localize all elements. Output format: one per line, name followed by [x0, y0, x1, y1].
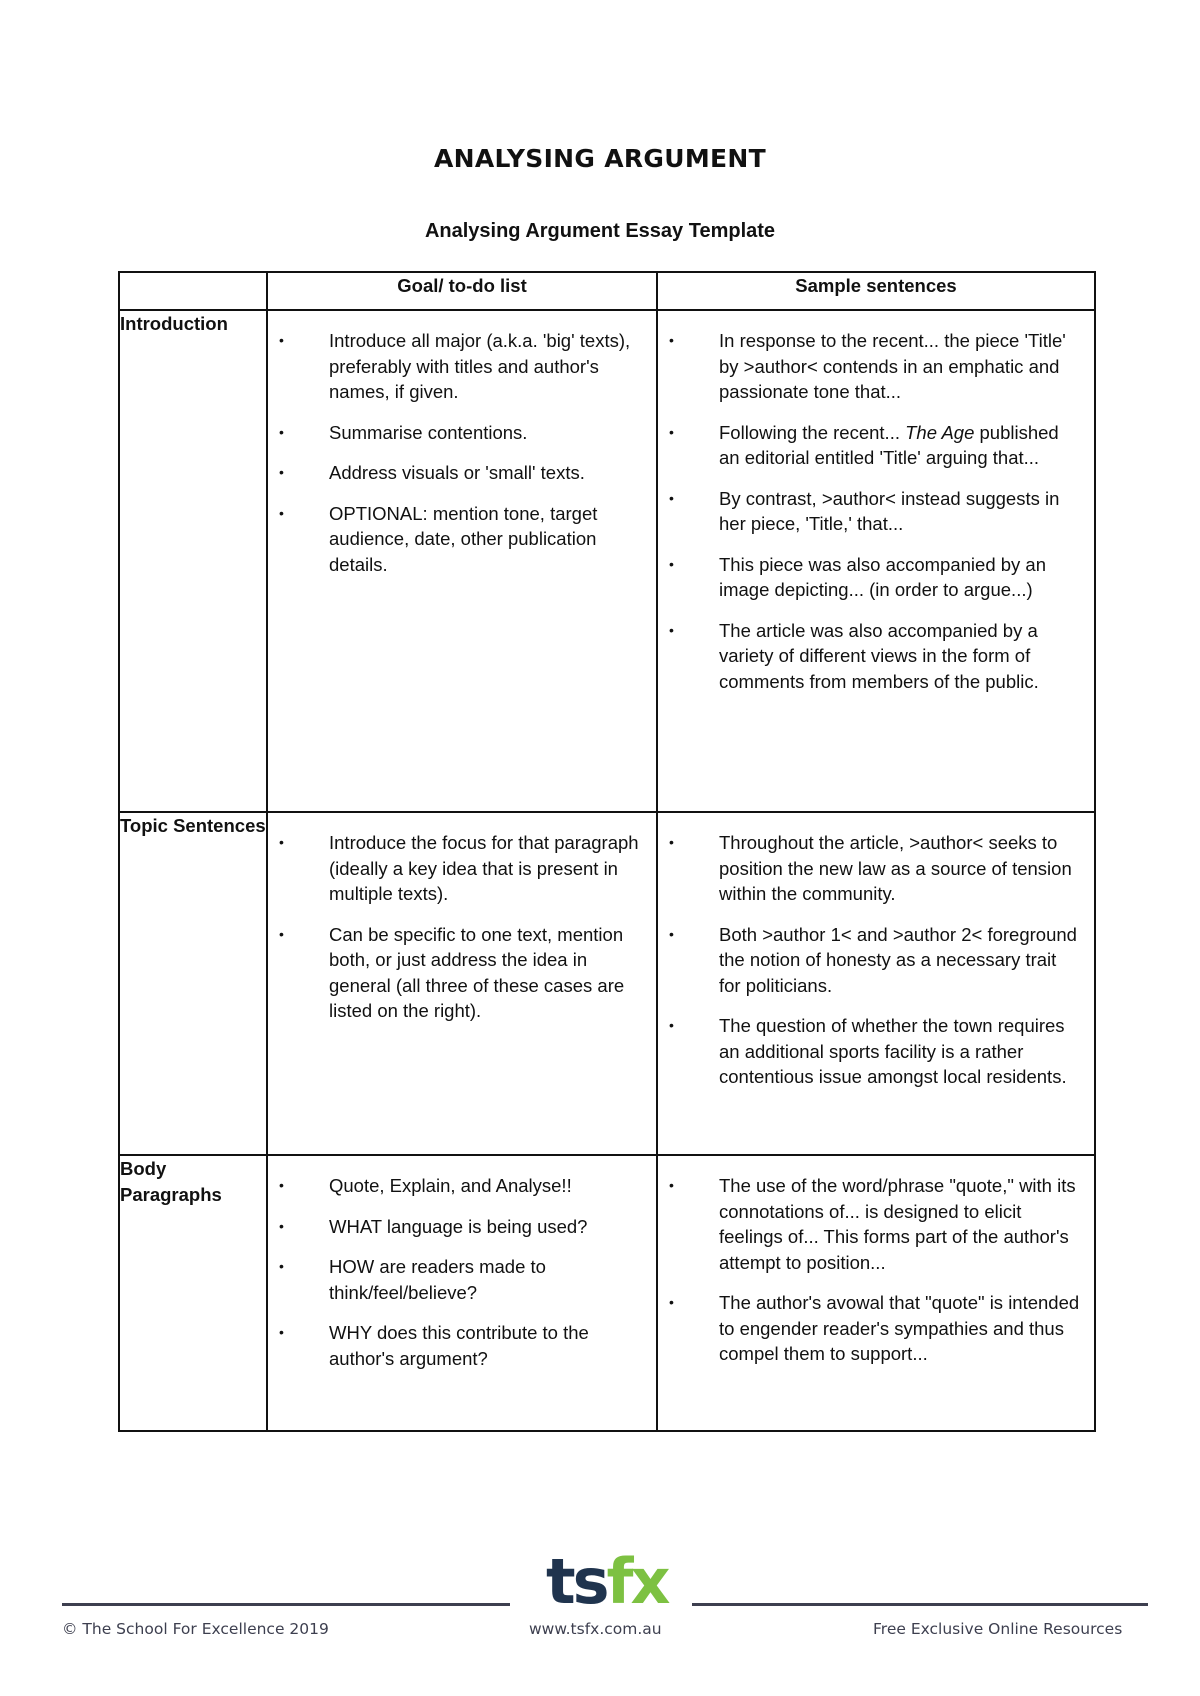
goal-cell: [267, 812, 657, 1155]
list-item: • Introduce all major (a.k.a. 'big' texts), preferably with titles and author's names, if given.: [279, 330, 631, 402]
table-row: [119, 1155, 1095, 1431]
header-blank-cell: [119, 272, 267, 310]
bullet-icon: •: [669, 1017, 674, 1033]
page-title: ANALYSING ARGUMENT: [434, 144, 766, 173]
goal-list: [268, 1156, 656, 1383]
bullet-icon: •: [279, 1324, 284, 1340]
bullet-icon: •: [669, 925, 674, 942]
list-item: • The question of whether the town requires an additional sports facility is a rather contentious issue amongst local residents.: [669, 1015, 1067, 1087]
list-item: • The article was also accompanied by a variety of different views in the form of comments from members of the public.: [669, 619, 1039, 692]
bullet-icon: •: [669, 489, 674, 506]
footer-copyright: © The School For Excellence 2019: [62, 1620, 329, 1638]
bullet-icon: •: [279, 925, 284, 942]
essay-template-table: [118, 271, 1096, 1432]
bullet-icon: •: [669, 555, 674, 572]
bullet-icon: •: [669, 332, 674, 348]
list-item: • WHY does this contribute to the author's argument?: [279, 1322, 589, 1369]
row-label: Introduction: [119, 310, 267, 812]
list-item: • Address visuals or 'small' texts.: [268, 460, 644, 486]
list-item: • The use of the word/phrase "quote," with its connotations of... is designed to elicit feelings of... This forms part of the author's attempt to position...: [669, 1175, 1076, 1273]
bullet-icon: •: [669, 621, 674, 638]
bullet-icon: •: [669, 834, 674, 850]
list-item: • Throughout the article, >author< seeks to position the new law as a source of tension within the community.: [669, 832, 1072, 904]
list-item: • Quote, Explain, and Analyse!!: [268, 1173, 644, 1199]
list-item: • By contrast, >author< instead suggests in her piece, 'Title,' that...: [669, 487, 1060, 534]
list-item: • Introduce the focus for that paragraph (ideally a key idea that is present in multiple texts).: [279, 832, 639, 904]
samples-cell: [657, 310, 1095, 812]
list-item: • The author's avowal that "quote" is intended to engender reader's sympathies and thus compel them to support...: [669, 1292, 1080, 1364]
samples-cell: [657, 812, 1095, 1155]
list-item: • This piece was also accompanied by an image depicting... (in order to argue...): [669, 553, 1047, 600]
bullet-icon: •: [669, 423, 674, 440]
bullet-icon: •: [279, 332, 284, 348]
publication-name: The Age: [905, 421, 975, 443]
bullet-icon: •: [669, 1294, 674, 1310]
goal-list: [268, 813, 656, 1036]
samples-list: [658, 813, 1094, 1102]
list-item: • HOW are readers made to think/feel/believe?: [279, 1256, 546, 1303]
logo-fx: fx: [606, 1545, 668, 1618]
bullet-icon: •: [279, 464, 284, 480]
list-item: • Summarise contentions.: [268, 420, 644, 446]
samples-cell: [657, 1155, 1095, 1431]
header-goal: Goal/ to-do list: [267, 272, 657, 310]
list-item: • Can be specific to one text, mention both, or just address the idea in general (all three of these cases are listed on the right).: [279, 923, 625, 1021]
bullet-icon: •: [279, 1177, 284, 1193]
row-label: Body Paragraphs: [119, 1155, 267, 1431]
bullet-icon: •: [279, 834, 284, 850]
bullet-icon: •: [669, 1177, 674, 1193]
bullet-icon: •: [279, 423, 284, 440]
footer-website[interactable]: www.tsfx.com.au: [529, 1620, 662, 1638]
logo-ts: ts: [546, 1545, 607, 1618]
samples-list: [658, 311, 1094, 706]
samples-list: [658, 1156, 1094, 1379]
list-item: • WHAT language is being used?: [268, 1214, 644, 1240]
table-row: [119, 310, 1095, 812]
bullet-icon: •: [279, 1217, 284, 1234]
footer-divider-left: [62, 1603, 510, 1606]
bullet-icon: •: [279, 504, 284, 521]
list-item: • In response to the recent... the piece 'Title' by >author< contends in an emphatic and passionate tone that...: [669, 330, 1066, 402]
table-row: [119, 812, 1095, 1155]
list-item: • OPTIONAL: mention tone, target audience, date, other publication details.: [279, 502, 598, 575]
footer-tagline: Free Exclusive Online Resources: [873, 1620, 1123, 1638]
footer-divider-right: [692, 1603, 1148, 1606]
tsfx-logo: [546, 1545, 668, 1620]
list-item: • Following the recent... The Age published an editorial entitled 'Title' arguing that...: [669, 421, 1059, 468]
list-item: • Both >author 1< and >author 2< foreground the notion of honesty as a necessary trait for politicians.: [669, 923, 1077, 996]
header-samples: Sample sentences: [657, 272, 1095, 310]
table-header-row: [119, 272, 1095, 310]
goal-cell: [267, 1155, 657, 1431]
row-label: Topic Sentences: [119, 812, 267, 1155]
goal-cell: [267, 310, 657, 812]
goal-list: [268, 311, 656, 589]
bullet-icon: •: [279, 1258, 284, 1274]
page-subtitle: Analysing Argument Essay Template: [424, 220, 776, 242]
